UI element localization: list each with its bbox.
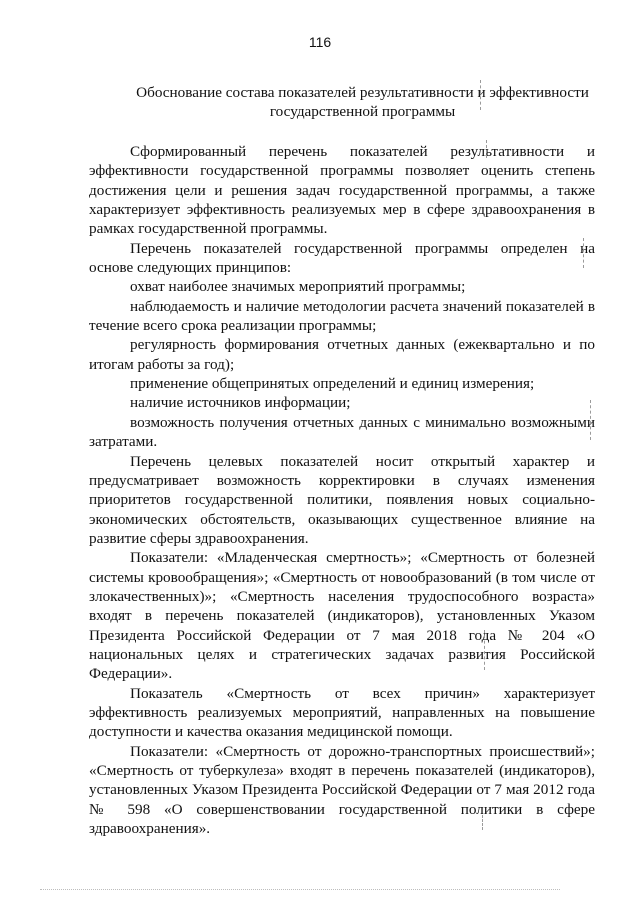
principle-item: регулярность формирования отчетных данных (ежеквартально и по итогам работы за год); xyxy=(89,336,595,373)
scan-mark xyxy=(486,140,487,158)
principle-item: охват наиболее значимых мероприятий программы; xyxy=(130,278,466,296)
scan-mark xyxy=(480,80,481,110)
scan-mark xyxy=(583,238,584,268)
principle-item: возможность получения отчетных данных с минимально возможными затратами. xyxy=(89,413,595,451)
scan-footer-noise xyxy=(40,889,560,893)
paragraph-open-list: Перечень целевых показателей носит открытый характер и предусматривает возможность корректировки в случаях изменения приоритетов государственной политики, появления новых социально-экономических обстоятельств, оказывающих существенное влияние на развитие сферы здравоохранения. xyxy=(89,452,595,547)
paragraph-principles-lead: Перечень показателей государственной программы определен на основе следующих принципов: xyxy=(89,239,595,277)
scan-mark xyxy=(590,400,591,440)
paragraph-all-causes: Показатель «Смертность от всех причин» характеризует эффективность реализуемых мероприятий, направленных на повышение доступности и качества оказания медицинской помощи. xyxy=(89,684,595,741)
document-title: Обоснование состава показателей результативности и эффективности государственной программы xyxy=(136,84,589,120)
paragraph-intro: Сформированный перечень показателей результативности и эффективности государственной программы позволяет оценить степень достижения цели и решения задач государственной программы, а также характеризует эффективность реализуемых мер в сфере здравоохранения в рамках государственной программы. xyxy=(89,143,595,238)
scan-mark xyxy=(482,815,483,830)
page-number: 116 xyxy=(308,34,332,50)
paragraph-decree-2012: Показатели: «Смертность от дорожно-транспортных происшествий»; «Смертность от туберкулеза» входят в перечень показателей (индикаторов), установленных Указом Президента Российской Федерации от 7 мая 2012 года № 598 «О совершенствовании государственной политики в сфере здравоохранения». xyxy=(89,742,595,838)
principle-item: наличие источников информации; xyxy=(130,394,351,412)
document-body xyxy=(89,142,595,838)
principle-item: наблюдаемость и наличие методологии расчета значений показателей в течение всего срока реализации программы; xyxy=(89,297,595,335)
principle-item: применение общепринятых определений и единиц измерения; xyxy=(130,375,535,393)
scan-mark xyxy=(484,630,485,670)
paragraph-decree-2018: Показатели: «Младенческая смертность»; «Смертность от болезней системы кровообращения»; «Смертность от новообразований (в том числе от злокачественных)»; «Смертность населения трудоспособного возраста» входят в перечень показателей (индикаторов), установленных Указом Президента Российской Федерации от 7 мая 2018 года № 204 «О национальных целях и стратегических задачах развития Российской Федерации». xyxy=(89,549,595,683)
